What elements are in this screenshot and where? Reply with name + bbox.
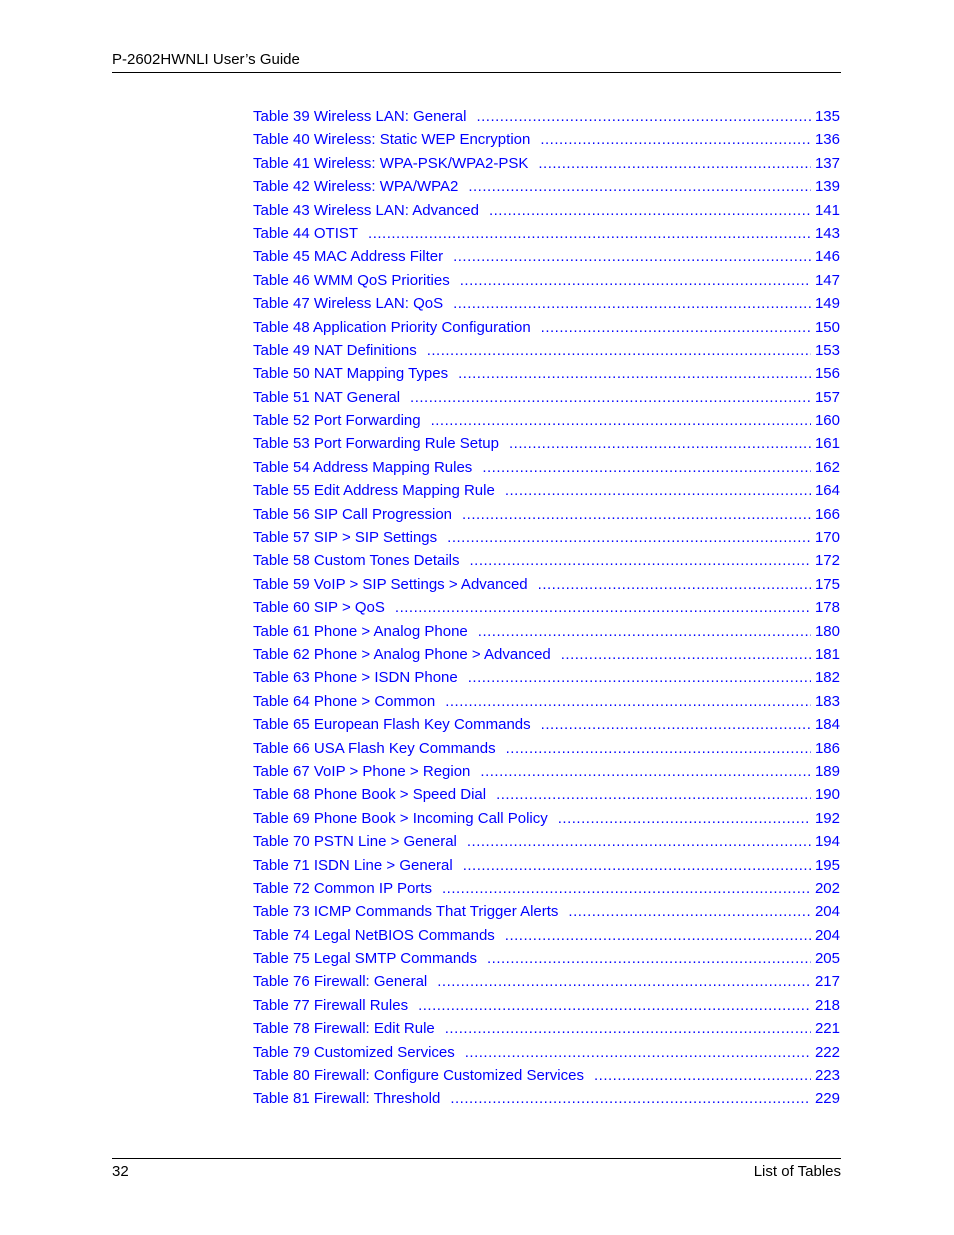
toc-entry-title-link[interactable]: Table 56 SIP Call Progression xyxy=(253,505,452,523)
toc-entry-title-link[interactable]: Table 80 Firewall: Configure Customized Services xyxy=(253,1067,584,1085)
dot-leader xyxy=(470,549,811,572)
toc-entry-title-link[interactable]: Table 69 Phone Book > Incoming Call Policy xyxy=(253,809,548,827)
dot-leader xyxy=(453,245,811,268)
toc-entry-title-link[interactable]: Table 70 PSTN Line > General xyxy=(253,833,457,851)
toc-entry-page-link[interactable]: 161 xyxy=(814,435,840,453)
toc-entry-title-link[interactable]: Table 47 Wireless LAN: QoS xyxy=(253,295,444,313)
toc-entry-title-link[interactable]: Table 41 Wireless: WPA-PSK/WPA2-PSK xyxy=(253,154,529,172)
toc-entry[interactable] xyxy=(253,222,840,245)
toc-entry-page-link[interactable]: 137 xyxy=(814,154,840,172)
toc-entry[interactable] xyxy=(253,783,840,806)
dot-leader xyxy=(437,970,811,993)
toc-entry-page-link[interactable]: 218 xyxy=(814,996,840,1014)
dot-leader xyxy=(594,1064,811,1087)
toc-entry[interactable] xyxy=(253,573,840,596)
dot-leader xyxy=(467,830,811,853)
toc-entry[interactable] xyxy=(253,737,840,760)
toc-entry-title-link[interactable]: Table 40 Wireless: Static WEP Encryption xyxy=(253,131,531,149)
toc-entry-title-link[interactable]: Table 77 Firewall Rules xyxy=(253,996,409,1014)
dot-leader xyxy=(476,105,811,128)
dot-leader xyxy=(468,175,811,198)
toc-entry-title-link[interactable]: Table 58 Custom Tones Details xyxy=(253,552,460,570)
toc-entry[interactable] xyxy=(253,199,840,222)
toc-entry-title-link[interactable]: Table 62 Phone > Analog Phone > Advanced xyxy=(253,645,551,663)
toc-entry-title-link[interactable]: Table 43 Wireless LAN: Advanced xyxy=(253,201,479,219)
toc-entry-title-link[interactable]: Table 67 VoIP > Phone > Region xyxy=(253,762,471,780)
toc-entry-page-link[interactable]: 222 xyxy=(814,1043,840,1061)
toc-entry[interactable] xyxy=(253,128,840,151)
toc-entry[interactable] xyxy=(253,994,840,1017)
toc-entry-title-link[interactable]: Table 42 Wireless: WPA/WPA2 xyxy=(253,178,459,196)
toc-entry[interactable] xyxy=(253,877,840,900)
toc-entry-page-link[interactable]: 189 xyxy=(814,762,840,780)
dot-leader xyxy=(541,713,811,736)
toc-entry-page-link[interactable]: 181 xyxy=(814,645,840,663)
toc-entry[interactable] xyxy=(253,479,840,502)
toc-entry[interactable] xyxy=(253,549,840,572)
dot-leader xyxy=(505,479,811,502)
toc-entry-page-link[interactable]: 153 xyxy=(814,341,840,359)
toc-entry[interactable] xyxy=(253,760,840,783)
toc-entry[interactable] xyxy=(253,245,840,268)
toc-entry-page-link[interactable]: 192 xyxy=(814,809,840,827)
dot-leader xyxy=(482,456,811,479)
toc-entry[interactable] xyxy=(253,503,840,526)
toc-entry-page-link[interactable]: 182 xyxy=(814,669,840,687)
toc-entry-page-link[interactable]: 147 xyxy=(814,271,840,289)
dot-leader xyxy=(561,643,811,666)
toc-entry-title-link[interactable]: Table 44 OTIST xyxy=(253,224,359,242)
dot-leader xyxy=(447,526,811,549)
dot-leader xyxy=(460,269,811,292)
toc-entry-page-link[interactable]: 156 xyxy=(814,365,840,383)
toc-entry[interactable] xyxy=(253,643,840,666)
dot-leader xyxy=(468,666,811,689)
toc-entry[interactable] xyxy=(253,924,840,947)
toc-entry-title-link[interactable]: Table 50 NAT Mapping Types xyxy=(253,365,449,383)
toc-entry[interactable] xyxy=(253,596,840,619)
list-of-tables xyxy=(253,105,840,1111)
toc-entry-page-link[interactable]: 170 xyxy=(814,529,840,547)
toc-entry-page-link[interactable]: 184 xyxy=(814,716,840,734)
toc-entry-title-link[interactable]: Table 59 VoIP > SIP Settings > Advanced xyxy=(253,575,528,593)
dot-leader xyxy=(395,596,811,619)
dot-leader xyxy=(418,994,811,1017)
dot-leader xyxy=(445,1017,811,1040)
page-footer xyxy=(112,1158,841,1183)
toc-entry-page-link[interactable]: 204 xyxy=(814,903,840,921)
dot-leader xyxy=(538,152,811,175)
toc-entry[interactable] xyxy=(253,1064,840,1087)
toc-entry[interactable] xyxy=(253,152,840,175)
dot-leader xyxy=(458,362,811,385)
toc-entry-title-link[interactable]: Table 52 Port Forwarding xyxy=(253,412,421,430)
toc-entry-page-link[interactable]: 157 xyxy=(814,388,840,406)
dot-leader xyxy=(431,409,811,432)
dot-leader xyxy=(442,877,811,900)
toc-entry[interactable] xyxy=(253,807,840,830)
page-number: 32 xyxy=(112,1163,129,1180)
toc-entry-title-link[interactable]: Table 79 Customized Services xyxy=(253,1043,455,1061)
toc-entry[interactable] xyxy=(253,690,840,713)
toc-entry[interactable] xyxy=(253,713,840,736)
dot-leader xyxy=(478,620,811,643)
toc-entry[interactable] xyxy=(253,970,840,993)
dot-leader xyxy=(568,900,811,923)
toc-entry-title-link[interactable]: Table 71 ISDN Line > General xyxy=(253,856,453,874)
toc-entry[interactable] xyxy=(253,409,840,432)
dot-leader xyxy=(489,199,811,222)
toc-entry[interactable] xyxy=(253,830,840,853)
toc-entry[interactable] xyxy=(253,105,840,128)
toc-entry-title-link[interactable]: Table 49 NAT Definitions xyxy=(253,341,417,359)
toc-entry-page-link[interactable]: 150 xyxy=(814,318,840,336)
toc-entry[interactable] xyxy=(253,362,840,385)
toc-entry-page-link[interactable]: 202 xyxy=(814,879,840,897)
toc-entry-page-link[interactable]: 135 xyxy=(814,108,840,125)
toc-entry-title-link[interactable]: Table 64 Phone > Common xyxy=(253,692,436,710)
toc-entry-page-link[interactable]: 172 xyxy=(814,552,840,570)
toc-entry[interactable] xyxy=(253,1017,840,1040)
dot-leader xyxy=(558,807,811,830)
toc-entry-page-link[interactable]: 229 xyxy=(814,1090,840,1108)
dot-leader xyxy=(540,128,811,151)
toc-entry-page-link[interactable]: 190 xyxy=(814,786,840,804)
toc-entry[interactable] xyxy=(253,620,840,643)
toc-entry-page-link[interactable]: 204 xyxy=(814,926,840,944)
toc-entry-page-link[interactable]: 166 xyxy=(814,505,840,523)
toc-entry-page-link[interactable]: 162 xyxy=(814,458,840,476)
toc-entry[interactable] xyxy=(253,947,840,970)
toc-entry-title-link[interactable]: Table 46 WMM QoS Priorities xyxy=(253,271,450,289)
toc-entry-page-link[interactable]: 164 xyxy=(814,482,840,500)
toc-entry-title-link[interactable]: Table 81 Firewall: Threshold xyxy=(253,1090,441,1108)
section-name: List of Tables xyxy=(753,1163,841,1180)
toc-entry-page-link[interactable]: 186 xyxy=(814,739,840,757)
toc-entry[interactable] xyxy=(253,175,840,198)
toc-entry-page-link[interactable]: 175 xyxy=(814,575,840,593)
toc-entry-title-link[interactable]: Table 54 Address Mapping Rules xyxy=(253,458,473,476)
dot-leader xyxy=(487,947,811,970)
toc-entry-title-link[interactable]: Table 39 Wireless LAN: General xyxy=(253,108,467,125)
toc-entry-title-link[interactable]: Table 55 Edit Address Mapping Rule xyxy=(253,482,495,500)
toc-entry-title-link[interactable]: Table 53 Port Forwarding Rule Setup xyxy=(253,435,499,453)
toc-entry[interactable] xyxy=(253,456,840,479)
toc-entry-title-link[interactable]: Table 45 MAC Address Filter xyxy=(253,248,444,266)
page-header xyxy=(112,50,841,73)
toc-entry-title-link[interactable]: Table 65 European Flash Key Commands xyxy=(253,716,531,734)
toc-entry-page-link[interactable]: 178 xyxy=(814,599,840,617)
dot-leader xyxy=(496,783,811,806)
dot-leader xyxy=(427,339,811,362)
dot-leader xyxy=(445,690,811,713)
toc-entry[interactable] xyxy=(253,900,840,923)
toc-entry[interactable] xyxy=(253,269,840,292)
toc-entry[interactable] xyxy=(253,316,840,339)
dot-leader xyxy=(541,316,811,339)
toc-entry-title-link[interactable]: Table 68 Phone Book > Speed Dial xyxy=(253,786,487,804)
toc-entry-title-link[interactable]: Table 78 Firewall: Edit Rule xyxy=(253,1020,435,1038)
toc-entry[interactable] xyxy=(253,854,840,877)
toc-entry[interactable] xyxy=(253,666,840,689)
toc-entry-title-link[interactable]: Table 61 Phone > Analog Phone xyxy=(253,622,468,640)
toc-entry-page-link[interactable]: 160 xyxy=(814,412,840,430)
toc-entry-title-link[interactable]: Table 51 NAT General xyxy=(253,388,401,406)
toc-entry[interactable] xyxy=(253,432,840,455)
toc-entry-page-link[interactable]: 205 xyxy=(814,950,840,968)
toc-entry-page-link[interactable]: 194 xyxy=(814,833,840,851)
dot-leader xyxy=(509,432,811,455)
toc-entry-title-link[interactable]: Table 48 Application Priority Configuration xyxy=(253,318,531,336)
toc-entry-title-link[interactable]: Table 72 Common IP Ports xyxy=(253,879,432,897)
toc-entry-page-link[interactable]: 141 xyxy=(814,201,840,219)
dot-leader xyxy=(462,503,811,526)
toc-entry[interactable] xyxy=(253,1041,840,1064)
toc-entry-page-link[interactable]: 223 xyxy=(814,1067,840,1085)
toc-entry-title-link[interactable]: Table 76 Firewall: General xyxy=(253,973,428,991)
dot-leader xyxy=(465,1041,811,1064)
toc-entry-title-link[interactable]: Table 73 ICMP Commands That Trigger Alerts xyxy=(253,903,559,921)
toc-entry[interactable] xyxy=(253,386,840,409)
toc-entry-page-link[interactable]: 139 xyxy=(814,178,840,196)
toc-entry-page-link[interactable]: 149 xyxy=(814,295,840,313)
toc-entry-page-link[interactable]: 143 xyxy=(814,224,840,242)
toc-entry-title-link[interactable]: Table 74 Legal NetBIOS Commands xyxy=(253,926,495,944)
toc-entry-title-link[interactable]: Table 66 USA Flash Key Commands xyxy=(253,739,496,757)
dot-leader xyxy=(463,854,811,877)
toc-entry-title-link[interactable]: Table 60 SIP > QoS xyxy=(253,599,385,617)
toc-entry[interactable] xyxy=(253,292,840,315)
toc-entry-page-link[interactable]: 136 xyxy=(814,131,840,149)
toc-entry-title-link[interactable]: Table 75 Legal SMTP Commands xyxy=(253,950,478,968)
toc-entry-title-link[interactable]: Table 57 SIP > SIP Settings xyxy=(253,529,438,547)
toc-entry[interactable] xyxy=(253,339,840,362)
dot-leader xyxy=(368,222,811,245)
dot-leader xyxy=(538,573,811,596)
toc-entry-page-link[interactable]: 180 xyxy=(814,622,840,640)
toc-entry[interactable] xyxy=(253,526,840,549)
dot-leader xyxy=(506,737,811,760)
dot-leader xyxy=(450,1087,811,1110)
toc-entry[interactable] xyxy=(253,1087,840,1110)
toc-entry-page-link[interactable]: 221 xyxy=(814,1020,840,1038)
dot-leader xyxy=(505,924,811,947)
toc-entry-page-link[interactable]: 146 xyxy=(814,248,840,266)
document-title: P-2602HWNLI User’s Guide xyxy=(112,51,300,68)
toc-entry-page-link[interactable]: 195 xyxy=(814,856,840,874)
dot-leader xyxy=(480,760,811,783)
toc-entry-title-link[interactable]: Table 63 Phone > ISDN Phone xyxy=(253,669,458,687)
dot-leader xyxy=(410,386,811,409)
toc-entry-page-link[interactable]: 183 xyxy=(814,692,840,710)
toc-entry-page-link[interactable]: 217 xyxy=(814,973,840,991)
dot-leader xyxy=(453,292,811,315)
